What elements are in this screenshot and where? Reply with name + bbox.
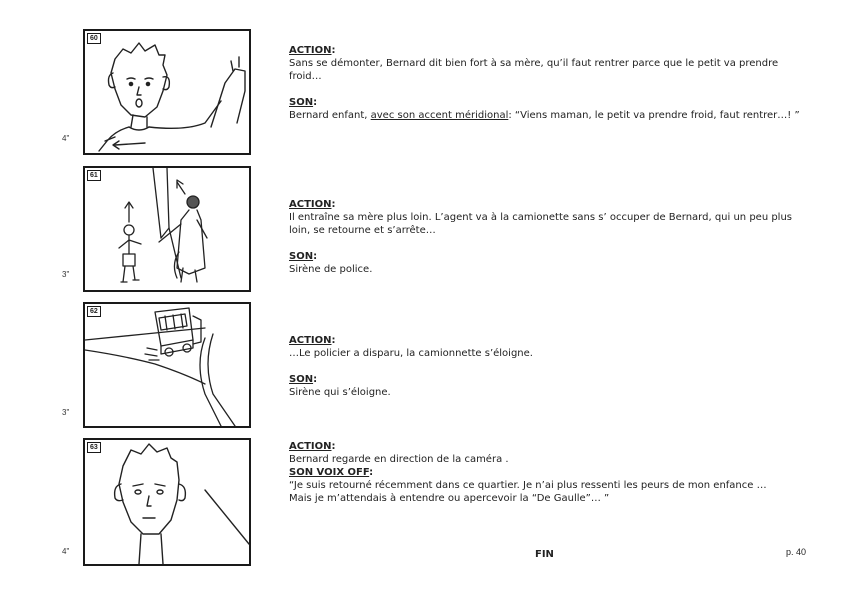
voice-off-text-continued: Mais je m’attendais à entendre ou apercevoir la “De Gaulle”… ” xyxy=(289,493,610,504)
panel-63-description: ACTION: Bernard regarde en direction de la caméra . SON VOIX OFF: “Je suis retourné récemment dans ce quartier. Je n’ai plus ressenti les peurs de mon enfance … Mais je m’attendais à entendre ou apercevoir la “De Gaulle”… ” xyxy=(289,440,809,505)
panel-number: 62 xyxy=(87,306,101,317)
end-label: FIN xyxy=(535,549,554,560)
action-text: Bernard regarde en direction de la caméra . xyxy=(289,454,509,465)
action-text: Il entraîne sa mère plus loin. L’agent va à la camionette sans s’ occuper de Bernard, qui un peu plus loin, se retourne et s’arrête… xyxy=(289,212,793,236)
sketch-boy-face-worried xyxy=(85,31,249,153)
sketch-boy-pulling-mother xyxy=(85,168,249,290)
panel-duration: 3" xyxy=(62,270,70,279)
panel-duration: 4" xyxy=(62,134,70,143)
sound-text: Sirène qui s’éloigne. xyxy=(289,387,391,398)
action-text: …Le policier a disparu, la camionnette s’éloigne. xyxy=(289,348,533,359)
action-text: Sans se démonter, Bernard dit bien fort à sa mère, qu’il faut rentrer parce que le petit va prendre froid… xyxy=(289,58,779,82)
voice-off-heading: SON VOIX OFF xyxy=(289,467,370,478)
storyboard-panel-61 xyxy=(83,166,251,292)
panel-61-description: ACTION: Il entraîne sa mère plus loin. L’agent va à la camionette sans s’ occuper de Bernard, qui un peu plus loin, se retourne et s’arrête… SON: Sirène de police. xyxy=(289,198,809,276)
sound-heading: SON xyxy=(289,97,314,108)
sound-heading: SON xyxy=(289,374,314,385)
action-heading: ACTION xyxy=(289,335,332,346)
storyboard-panel-60 xyxy=(83,29,251,155)
sketch-van-driving-away xyxy=(85,304,249,426)
sound-text: Sirène de police. xyxy=(289,264,373,275)
storyboard-panel-62 xyxy=(83,302,251,428)
action-heading: ACTION xyxy=(289,441,332,452)
panel-number: 63 xyxy=(87,442,101,453)
panel-duration: 3" xyxy=(62,408,70,417)
accent-note: avec son accent méridional xyxy=(370,110,509,121)
panel-62-description: ACTION: …Le policier a disparu, la camionnette s’éloigne. SON: Sirène qui s’éloigne. xyxy=(289,334,809,399)
action-heading: ACTION xyxy=(289,45,332,56)
panel-duration: 4" xyxy=(62,547,70,556)
panel-number: 60 xyxy=(87,33,101,44)
sound-text: Bernard enfant, avec son accent méridional: “Viens maman, le petit va prendre froid, faut rentrer…! ” xyxy=(289,110,800,121)
panel-60-description: ACTION: Sans se démonter, Bernard dit bien fort à sa mère, qu’il faut rentrer parce que le petit va prendre froid… SON: Bernard enfant, avec son accent méridional: “Viens maman, le petit va prendre froid, faut rentrer…! ” xyxy=(289,44,809,122)
sketch-boy-looking-at-camera xyxy=(85,440,249,564)
action-heading: ACTION xyxy=(289,199,332,210)
storyboard-panel-63 xyxy=(83,438,251,566)
sound-heading: SON xyxy=(289,251,314,262)
page-number: p. 40 xyxy=(786,547,807,557)
panel-number: 61 xyxy=(87,170,101,181)
voice-off-text: “Je suis retourné récemment dans ce quartier. Je n’ai plus ressenti les peurs de mon enfance … xyxy=(289,480,767,491)
